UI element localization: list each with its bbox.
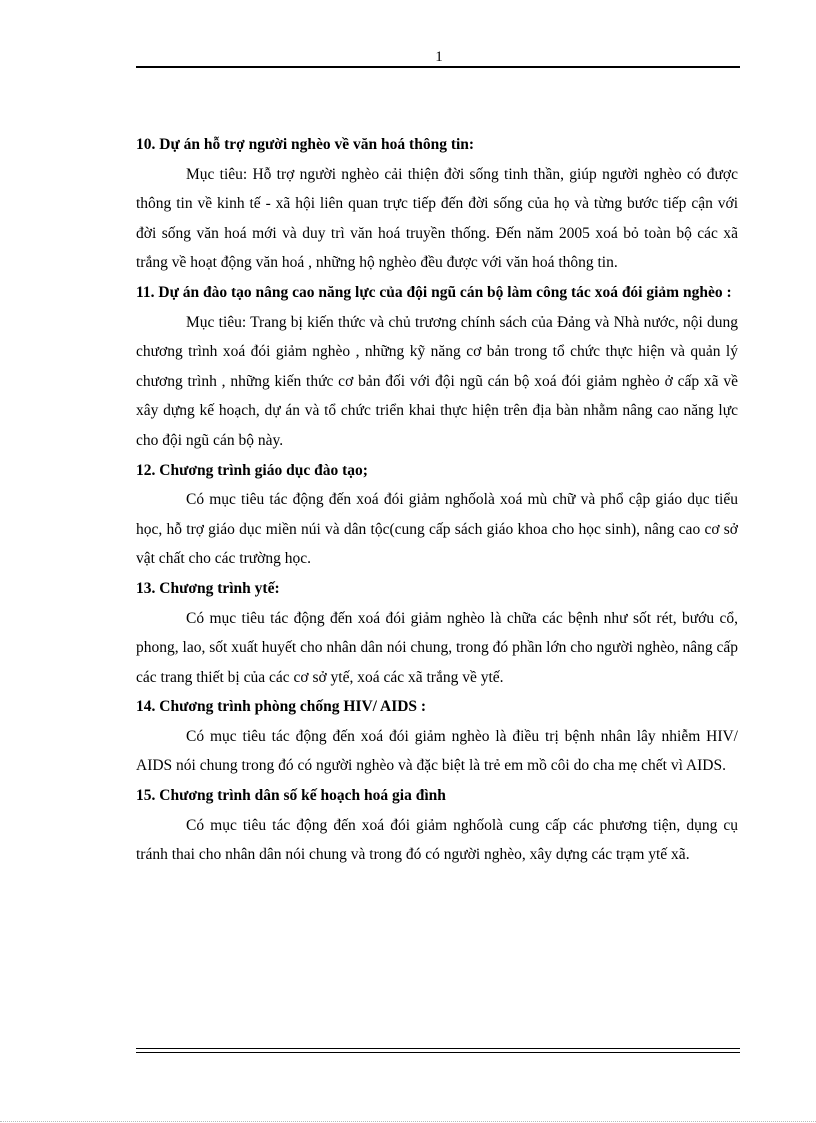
section-heading: 13. Chương trình ytế: [136, 579, 280, 597]
section-heading: 11. Dự án đào tạo nâng cao năng lực của đội ngũ cán bộ làm công tác xoá đói giảm nghèo : [136, 283, 732, 301]
section-paragraph: Mục tiêu: Hỗ trợ người nghèo cải thiện đời sống tinh thần, giúp người nghèo có được thông tin về kinh tế - xã hội liên quan trực tiếp đến đời sống của họ và từng bước tiếp cận với đời sống văn hoá mới và duy trì văn hoá truyền thống. Đến năm 2005 xoá bỏ toàn bộ các xã trắng về hoạt động văn hoá , những hộ nghèo đều được với văn hoá thông tin. [136, 165, 738, 272]
page-number: 1 [435, 49, 443, 65]
section-heading: 12. Chương trình giáo dục đào tạo; [136, 461, 368, 479]
section-paragraph: Có mục tiêu tác động đến xoá đói giảm nghốolà xoá mù chữ và phổ cập giáo dục tiểu học, hỗ trợ giáo dục miền núi và dân tộc(cung cấp sách giáo khoa cho học sinh), nâng cao cơ sở vật chất cho các trường học. [136, 491, 738, 568]
section-heading: 15. Chương trình dân số kế hoạch hoá gia đình [136, 787, 446, 805]
section-paragraph: Có mục tiêu tác động đến xoá đói giảm nghốolà cung cấp các phương tiện, dụng cụ tránh thai cho nhân dân nói chung và trong đó có người nghèo, xây dựng các trạm ytế xã. [136, 816, 738, 864]
section-paragraph: Có mục tiêu tác động đến xoá đói giảm nghèo là chữa các bệnh như sốt rét, bướu cổ, phong, lao, sốt xuất huyết cho nhân dân nói chung, trong đó phần lớn cho người nghèo, nâng cấp các trang thiết bị của các cơ sở ytế, xoá các xã trắng về ytế. [136, 609, 738, 686]
section-paragraph: Có mục tiêu tác động đến xoá đói giảm nghèo là điều trị bệnh nhân lây nhiễm HIV/ AIDS nói chung trong đó có người nghèo và đặc biệt là trẻ em mồ côi do cha mẹ chết vì AIDS. [136, 727, 738, 775]
section-heading: 10. Dự án hỗ trợ người nghèo về văn hoá thông tin: [136, 136, 475, 153]
header-rule [136, 66, 740, 68]
footer-rule [136, 1048, 740, 1053]
document-body [136, 130, 738, 870]
page-edge-dots [0, 1121, 816, 1122]
section-heading: 14. Chương trình phòng chống HIV/ AIDS : [136, 698, 427, 716]
section-paragraph: Mục tiêu: Trang bị kiến thức và chủ trương chính sách của Đảng và Nhà nước, nội dung chương trình xoá đói giảm nghèo , những kỹ năng cơ bản trong tổ chức thực hiện và quản lý chương trình , những kiến thức cơ bản đối với đội ngũ cán bộ xoá đói giảm nghèo ở cấp xã về xây dựng kế hoạch, dự án và tổ chức triển khai thực hiện trên địa bàn nhằm nâng cao năng lực cho đội ngũ cán bộ này. [136, 313, 738, 449]
